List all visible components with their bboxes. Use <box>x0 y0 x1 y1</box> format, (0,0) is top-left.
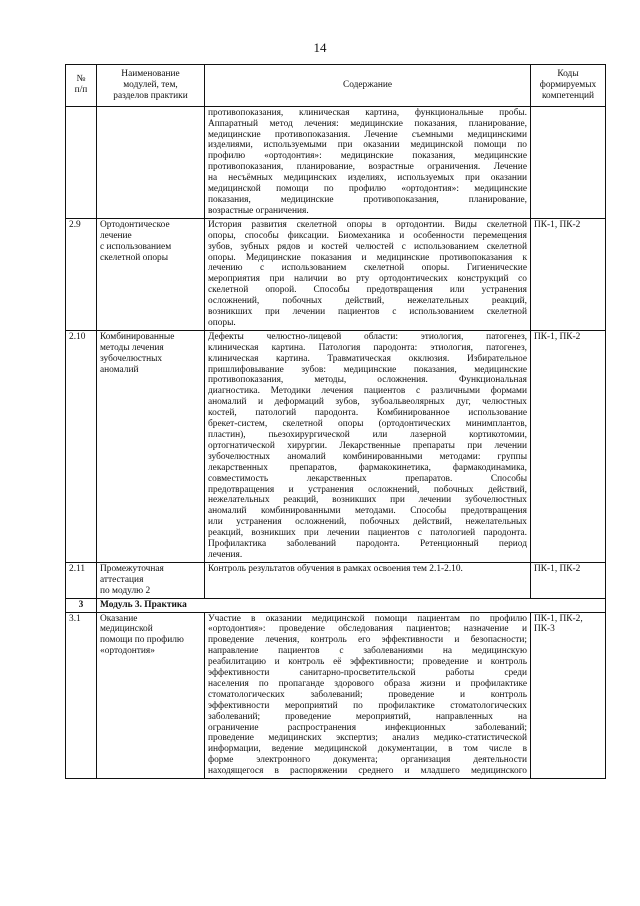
table-row <box>66 106 606 218</box>
curriculum-table <box>65 64 606 779</box>
row-number: 3.1 <box>66 612 97 779</box>
row-codes <box>531 106 606 218</box>
table-header-row <box>66 65 606 107</box>
row-topic: Оказание медицинской помощи по профилю «ортодонтия» <box>97 612 205 779</box>
row-codes: ПК-1, ПК-2, ПК-3 <box>531 612 606 779</box>
row-number: 2.9 <box>66 218 97 330</box>
header-module-name: Наименование модулей, тем, разделов практики <box>97 65 205 107</box>
row-number: 2.11 <box>66 562 97 598</box>
module-title: Модуль 3. Практика <box>97 598 606 612</box>
row-content: противопоказания, клиническая картина, функциональные пробы. Аппаратный метод лечения: медицинские показания, планирование, медицинские противопоказания. Лечение съемными медицинскими изделиями, используемыми при оказании медицинской помощи по профилю «ортодонтия»: медицинские показания, медицинские противопоказания, планирование, возрастные ограничения. Лечение на несъёмных медицинских изделиях, используемых при оказании медицинской помощи по профилю «ортодонтия»: медицинские показания, медицинские противопоказания, планирование, возрастные ограничения. <box>205 106 531 218</box>
table-row <box>66 218 606 330</box>
row-topic: Ортодонтическое лечение с использованием скелетной опоры <box>97 218 205 330</box>
row-content: Участие в оказании медицинской помощи пациентам по профилю «ортодонтия»: проведение обследования пациентов; назначение и проведение лечения, контроль его эффективности и безопасности; направление пациентов с заболеваниями на медицинскую реабилитацию и контроль её эффективности; проведение и контроль эффективности санитарно-просветительской работы среди населения по пропаганде здорового образа жизни и профилактике стоматологических заболеваний; проведение и контроль эффективности мероприятий по профилактике стоматологических заболеваний; проведение мероприятий, направленных на ограничение распространения инфекционных заболеваний; проведение медицинских экспертиз; анализ медико-статистической информации, ведение медицинской документации, в том числе в форме электронного документа; организация деятельности находящегося в распоряжении среднего и младшего медицинского <box>205 612 531 779</box>
header-competence-codes: Коды формируемых компетенций <box>531 65 606 107</box>
row-codes: ПК-1, ПК-2 <box>531 562 606 598</box>
row-codes: ПК-1, ПК-2 <box>531 218 606 330</box>
header-number: № п/п <box>66 65 97 107</box>
page-number: 14 <box>313 40 327 55</box>
row-content: История развития скелетной опоры в ортодонтии. Виды скелетной опоры, способы фиксации. Биомеханика и особенности перемещения зубов, зубных рядов и костей челюстей с использованием скелетной опоры. Медицинские показания и медицинские противопоказания к лечению с использованием скелетной опоры. Гигиенические мероприятия при наличии во рту ортодонтических конструкций со скелетной опорой. Способы предотвращения или устранения осложнений, побочных действий, нежелательных реакций, возникших при лечении пациентов с использованием скелетной опоры. <box>205 218 531 330</box>
row-content: Контроль результатов обучения в рамках освоения тем 2.1-2.10. <box>205 562 531 598</box>
module-number: 3 <box>66 598 97 612</box>
row-topic: Комбинированные методы лечения зубочелюстных аномалий <box>97 330 205 562</box>
table-row <box>66 562 606 598</box>
table-row <box>66 330 606 562</box>
row-codes: ПК-1, ПК-2 <box>531 330 606 562</box>
row-number <box>66 106 97 218</box>
header-content: Содержание <box>205 65 531 107</box>
row-content: Дефекты челюстно-лицевой области: этиология, патогенез, клиническая картина. Патология пародонта: этиология, патогенез, клиническая картина. Травматическая окклюзия. Избирательное пришлифовывание зубов: медицинские показания, медицинские противопоказания, методы, осложнения. Функциональная диагностика. Методики лечения пациентов с различными формами аномалий и деформаций зубов, зубоальвеолярных дуг, челюстных костей, патологий пародонта. Комбинированное использование брекет-систем, скелетной опоры (ортодонтических минимплантов, пластин), пьезохирургической или лазерной кортикотомии, ортогнатической хирургии. Лекарственные препараты при лечении зубочелюстных аномалий комбинированными методами: группы лекарственных препаратов, фармакокинетика, фармакодинамика, совместимость лекарственных препаратов. Способы предотвращения и устранения осложнений, побочных действий, нежелательных реакций, возникших при лечении зубочелюстных аномалий комбинированными методами. Способы предотвращения или устранения осложнений, побочных действий, нежелательных реакций, возникших при лечении пациентов с патологией пародонта. Профилактика заболеваний пародонта. Ретенционный период лечения. <box>205 330 531 562</box>
table-row <box>66 612 606 779</box>
row-topic <box>97 106 205 218</box>
module-row <box>66 598 606 612</box>
row-number: 2.10 <box>66 330 97 562</box>
row-topic: Промежуточная аттестация по модулю 2 <box>97 562 205 598</box>
